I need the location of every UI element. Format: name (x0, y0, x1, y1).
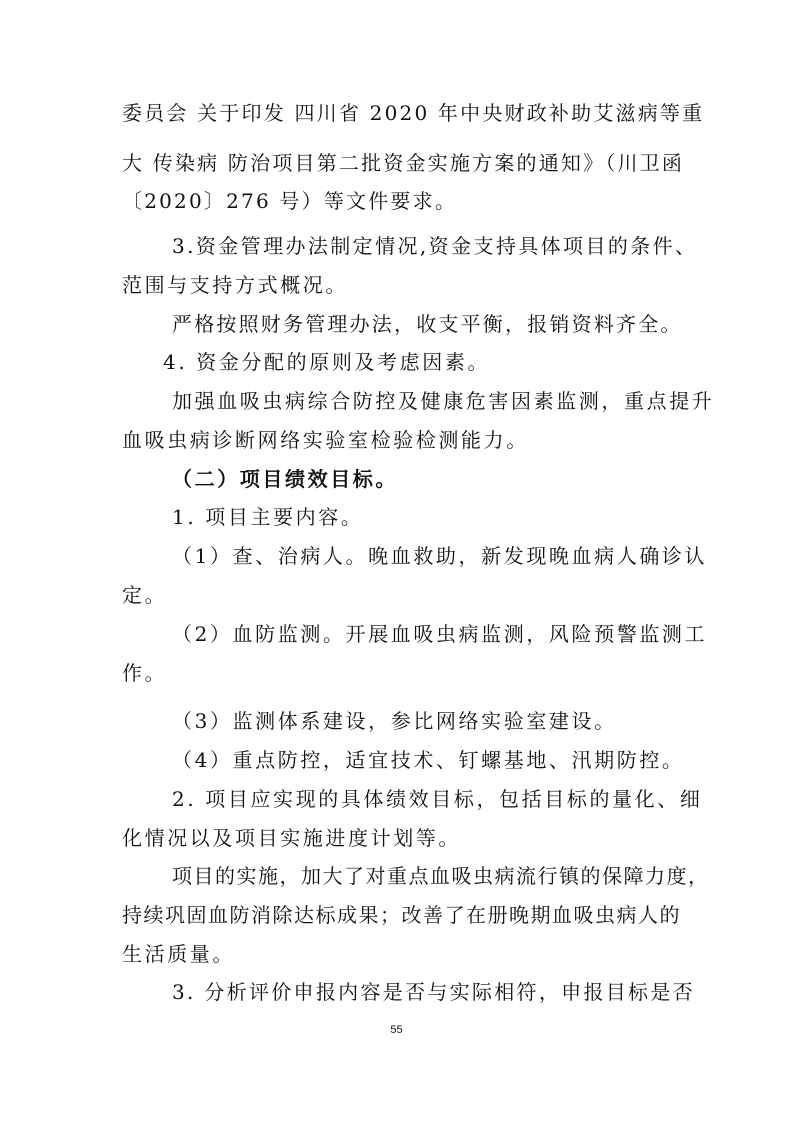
paragraph-line-22: 生活质量。 (122, 942, 235, 966)
paragraph-line-20: 项目的实施，加大了对重点血吸虫病流行镇的保障力度， (172, 864, 710, 888)
list-item-2-line-1: （2）血防监测。开展血吸虫病监测，风险预警监测工 (172, 622, 708, 646)
paragraph-line-2: 大 传染病 防治项目第二批资金实施方案的通知》（川卫函 (122, 151, 685, 175)
section-heading-performance-goals: （二）项目绩效目标。 (172, 467, 398, 491)
list-item-3: （3）监测体系建设，参比网络实验室建设。 (172, 709, 617, 733)
list-item-2-line-2: 作。 (122, 661, 168, 685)
section-item-3-heading: 3.资金管理办法制定情况,资金支持具体项目的条件、 (172, 234, 698, 258)
paragraph-line-9: 血吸虫病诊断网络实验室检验检测能力。 (122, 428, 529, 452)
paragraph-line-21: 持续巩固血防消除达标成果；改善了在册晚期血吸虫病人的 (122, 903, 681, 927)
paragraph-line-1: 委员会 关于印发 四川省 2020 年中央财政补助艾滋病等重 (122, 101, 705, 125)
paragraph-line-6: 严格按照财务管理办法，收支平衡，报销资料齐全。 (172, 312, 683, 336)
subsection-item-1-heading: 1. 项目主要内容。 (172, 505, 364, 529)
subsection-item-2-line-2: 化情况以及项目实施进度计划等。 (122, 826, 461, 850)
page-number: 55 (390, 1024, 403, 1036)
paragraph-line-3: 〔2020〕276 号）等文件要求。 (122, 189, 458, 213)
paragraph-line-8: 加强血吸虫病综合防控及健康危害因素监测，重点提升 (172, 389, 715, 413)
list-item-1-line-2: 定。 (122, 583, 168, 607)
list-item-4: （4）重点防控，适宜技术、钉螺基地、汛期防控。 (172, 748, 685, 772)
list-item-1-line-1: （1）查、治病人。晚血救助，新发现晚血病人确诊认 (172, 544, 708, 568)
subsection-item-3-line-1: 3. 分析评价申报内容是否与实际相符，申报目标是否 (172, 980, 695, 1004)
subsection-item-2-line-1: 2. 项目应实现的具体绩效目标，包括目标的量化、细 (172, 787, 703, 811)
section-item-4-heading: 4. 资金分配的原则及考虑因素。 (163, 350, 491, 374)
paragraph-line-5: 范围与支持方式概况。 (122, 273, 348, 297)
